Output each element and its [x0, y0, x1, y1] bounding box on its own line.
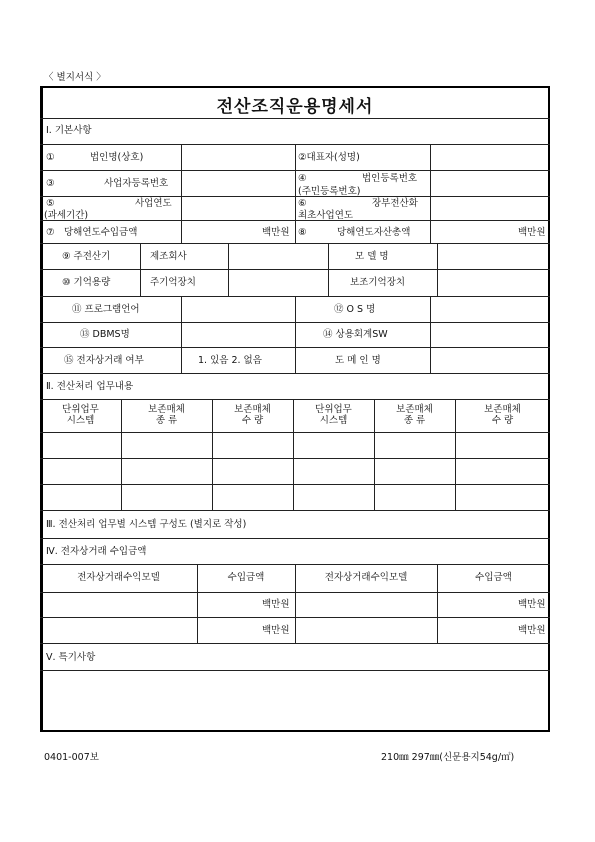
ecommerce-model-header-1: 전자상거래수익모델 — [77, 572, 160, 583]
main-storage-label: 주기억장치 — [150, 277, 196, 288]
table-rule — [430, 220, 431, 243]
header-unit-system-2 — [293, 404, 374, 426]
table-rule — [181, 144, 182, 220]
table-rule — [40, 643, 550, 644]
ecommerce-label: ⑮ 전자상거래 여부 — [64, 355, 144, 366]
table-rule — [437, 243, 438, 296]
header-text: 종 류 — [403, 415, 426, 426]
table-rule — [430, 144, 431, 220]
ledger-computerization-label: 장부전산화 — [372, 198, 418, 209]
header-media-type-2 — [374, 404, 455, 426]
table-rule — [295, 144, 296, 243]
header-text: 수 량 — [241, 415, 264, 426]
aux-storage-label: 보조기억장치 — [350, 277, 406, 288]
table-rule — [40, 670, 550, 671]
table-rule — [40, 243, 550, 244]
main-computer-label: ⑨ 주전산기 — [62, 251, 111, 262]
section2-heading: Ⅱ. 전산처리 업무내용 — [46, 381, 134, 392]
header-text: 종 류 — [155, 415, 178, 426]
table-rule — [40, 373, 550, 374]
header-text: 보존매체 — [234, 404, 271, 415]
revenue-unit-row2-b: 백만원 — [518, 625, 546, 636]
table-rule — [40, 484, 550, 485]
table-rule — [295, 296, 296, 373]
first-business-year-label: 최초사업연도 — [298, 210, 354, 221]
table-rule — [40, 432, 550, 433]
item3-number: ③ — [46, 178, 55, 189]
page-title: 전산조직운용명세서 — [216, 97, 374, 117]
revenue-unit: 백만원 — [262, 227, 290, 238]
table-rule — [228, 243, 229, 296]
header-media-qty-2 — [455, 404, 550, 426]
corp-reg-label: 법인등록번호 — [362, 173, 418, 184]
table-rule — [40, 118, 550, 119]
table-rule — [40, 269, 550, 270]
revenue-header-2: 수입금액 — [475, 572, 512, 583]
header-text: 시스템 — [66, 415, 95, 426]
section5-heading: Ⅴ. 특기사항 — [46, 652, 96, 663]
header-media-qty-1 — [212, 404, 293, 426]
revenue-unit-row1-b: 백만원 — [518, 599, 546, 610]
item6-number: ⑥ — [298, 198, 307, 209]
accounting-sw-label: ⑭ 상용회계SW — [323, 329, 388, 340]
manufacturer-label: 제조회사 — [150, 251, 187, 262]
memory-capacity-label: ⑩ 기억용량 — [62, 277, 111, 288]
table-rule — [181, 220, 182, 243]
resident-reg-label: (주민등록번호) — [298, 186, 361, 197]
revenue-header-1: 수입금액 — [227, 572, 265, 583]
representative-label: ②대표자(성명) — [298, 152, 360, 163]
annual-revenue-label: 당해연도수입금액 — [64, 227, 138, 238]
model-name-label: 모 델 명 — [355, 251, 389, 262]
assets-unit: 백만원 — [518, 227, 546, 238]
item8-number: ⑧ — [298, 227, 307, 238]
item5-number: ⑤ — [46, 198, 55, 209]
table-rule — [328, 243, 329, 296]
paper-spec: 210㎜ 297㎜(신문용지54g/㎡) — [381, 752, 515, 763]
form-label: 〈 별지서식 〉 — [44, 72, 106, 83]
ecommerce-model-header-2: 전자상거래수익모델 — [324, 572, 408, 583]
header-unit-system-1 — [40, 404, 121, 426]
tax-period-label: (과세기간) — [44, 210, 89, 221]
business-reg-label: 사업자등록번호 — [104, 178, 169, 189]
section3-heading: Ⅲ. 전산처리 업무별 시스템 구성도 (별지로 작성) — [46, 519, 247, 530]
table-rule — [40, 399, 550, 400]
table-rule — [40, 458, 550, 459]
corp-name-label: 법인명(상호) — [90, 152, 144, 163]
programming-language-label: ⑪ 프로그램언어 — [72, 304, 140, 315]
ecommerce-options: 1. 있음 2. 없음 — [198, 355, 262, 366]
table-rule — [40, 538, 550, 539]
business-year-label: 사업연도 — [135, 198, 172, 209]
header-media-type-1 — [121, 404, 212, 426]
table-rule — [430, 296, 431, 373]
header-text: 단위업무 — [315, 404, 352, 415]
item7-number: ⑦ — [46, 227, 55, 238]
table-rule — [181, 296, 182, 373]
revenue-unit-row2-a: 백만원 — [262, 625, 290, 636]
header-text: 보존매체 — [148, 404, 185, 415]
revenue-unit-row1-a: 백만원 — [262, 599, 290, 610]
form-code: 0401-007보 — [44, 752, 99, 763]
domain-name-label: 도 메 인 명 — [335, 355, 381, 366]
table-rule — [40, 510, 550, 511]
total-assets-label: 당해연도자산총액 — [337, 227, 411, 238]
header-text: 단위업무 — [62, 404, 99, 415]
table-rule — [140, 243, 141, 296]
header-text: 수 량 — [491, 415, 514, 426]
dbms-label: ⑬ DBMS명 — [80, 329, 130, 340]
header-text: 보존매체 — [484, 404, 521, 415]
section1-heading: Ⅰ. 기본사항 — [46, 125, 92, 136]
os-name-label: ⑫ O S 명 — [334, 304, 376, 315]
header-text: 보존매체 — [396, 404, 433, 415]
item1-number: ① — [46, 152, 55, 163]
item4-number: ④ — [298, 173, 307, 184]
header-text: 시스템 — [319, 415, 348, 426]
section4-heading: Ⅳ. 전자상거래 수입금액 — [46, 546, 147, 557]
